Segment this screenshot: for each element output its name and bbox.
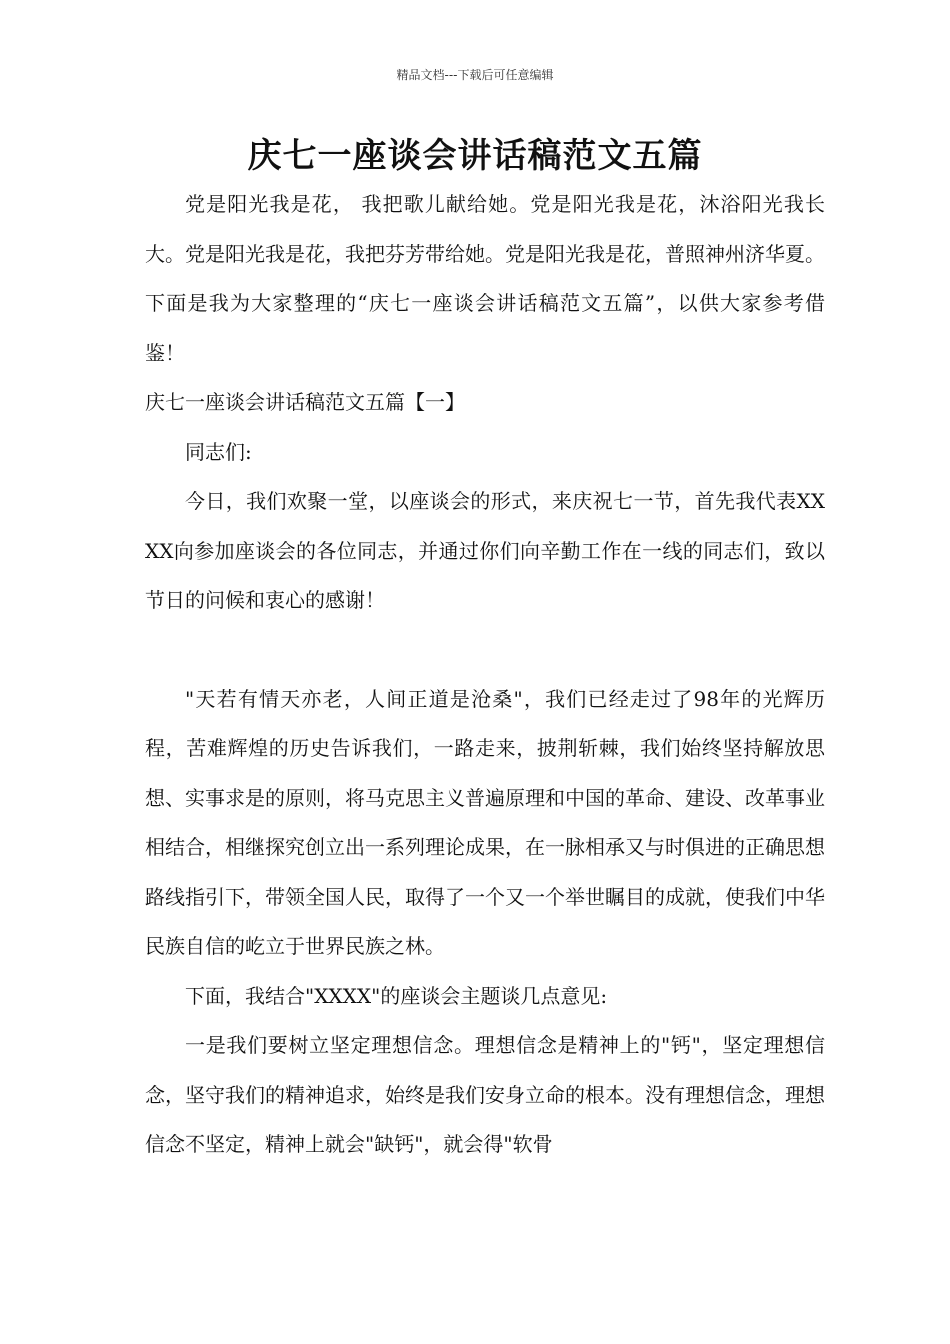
document-title: 庆七一座谈会讲话稿范文五篇 <box>247 136 703 176</box>
salutation: 同志们: <box>185 439 252 464</box>
blank-line <box>145 626 825 675</box>
section-heading: 庆七一座谈会讲话稿范文五篇【一】 <box>145 390 465 414</box>
body-paragraph: "天若有情天亦老，人间正道是沧桑"，我们已经走过了98年的光辉历程，苦难辉煌的历史告诉我们，一路走来，披荆斩棘，我们始终坚持解放思想、实事求是的原则，将马克思主义普遍原理和中国的革命、建设、改革事业相结合，相继探究创立出一系列理论成果，在一脉相承又与时俱进的正确思想路线指引下，带领全国人民，取得了一个又一个举世瞩目的成就，使我们中华民族自信的屹立于世界民族之林。 <box>145 686 825 958</box>
intro-paragraph: 党是阳光我是花， 我把歌儿献给她。党是阳光我是花，沐浴阳光我长大。党是阳光我是花，我把芬芳带给她。党是阳光我是花，普照神州济华夏。下面是我为大家整理的“庆七一座谈会讲话稿范文五篇”，以供大家参考借鉴！ <box>145 192 825 365</box>
body-paragraph: 一是我们要树立坚定理想信念。理想信念是精神上的"钙"，坚定理想信念，坚守我们的精神追求，始终是我们安身立命的根本。没有理想信念，理想信念不坚定，精神上就会"缺钙"，就会得"软骨 <box>145 1033 825 1156</box>
body-paragraph: 今日，我们欢聚一堂，以座谈会的形式，来庆祝七一节，首先我代表XXXX向参加座谈会的各位同志，并通过你们向辛勤工作在一线的同志们，致以节日的问候和衷心的感谢！ <box>145 489 825 612</box>
document-body <box>145 180 825 1170</box>
header-note: 精品文档---下载后可任意编辑 <box>396 68 554 82</box>
body-paragraph: 下面，我结合"XXXX"的座谈会主题谈几点意见: <box>185 983 608 1008</box>
